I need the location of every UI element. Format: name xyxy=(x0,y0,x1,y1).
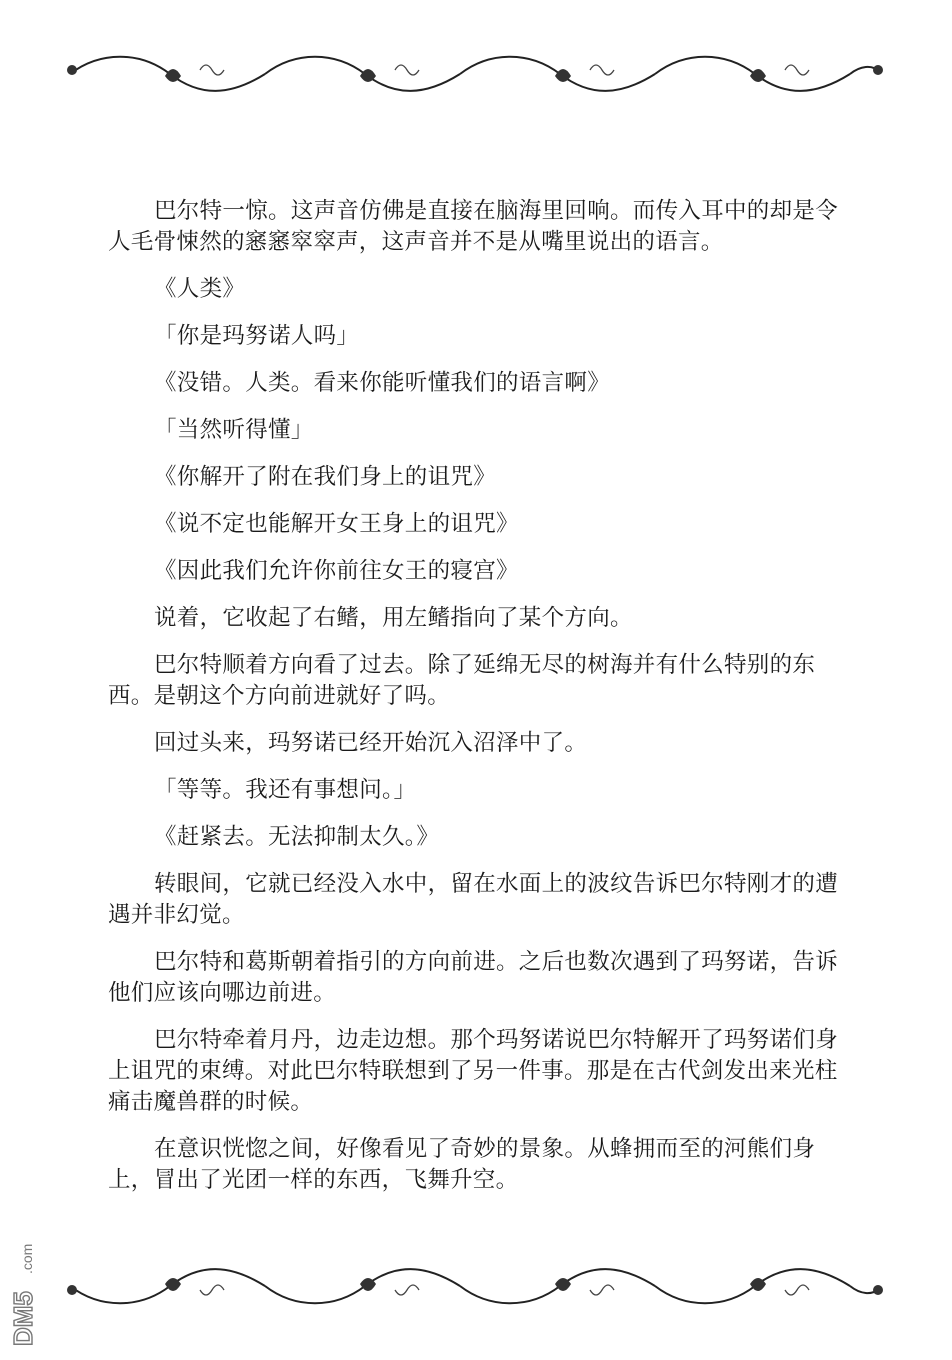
paragraph: 《人类》 xyxy=(154,276,246,302)
paragraph: 「等等。我还有事想问。」 xyxy=(154,777,417,803)
paragraph: 《赶紧去。无法抑制太久。》 xyxy=(154,824,440,850)
svg-text:.com: .com xyxy=(19,1243,35,1274)
paragraph: 《因此我们允许你前往女王的寝宫》 xyxy=(154,558,519,584)
paragraph: 转眼间，它就已经没入水中，留在水面上的波纹告诉巴尔特刚才的遭遇并非幻觉。 xyxy=(108,871,839,928)
paragraph: 巴尔特和葛斯朝着指引的方向前进。之后也数次遇到了玛努诺，告诉他们应该向哪边前进。 xyxy=(108,949,839,1006)
text-body xyxy=(108,196,848,1212)
top-ornament-border xyxy=(60,46,890,96)
bottom-ornament-border xyxy=(60,1264,890,1314)
paragraph: 巴尔特一惊。这声音仿佛是直接在脑海里回响。而传入耳中的却是令人毛骨悚然的窸窸窣窣声，这声音并不是从嘴里说出的语言。 xyxy=(108,198,839,255)
paragraph: 回过头来，玛努诺已经开始沉入沼泽中了。 xyxy=(154,730,588,756)
paragraph: 在意识恍惚之间，好像看见了奇妙的景象。从蜂拥而至的河熊们身上，冒出了光团一样的东西，飞舞升空。 xyxy=(108,1136,816,1193)
paragraph: 《说不定也能解开女王身上的诅咒》 xyxy=(154,511,519,537)
svg-text:DM5: DM5 xyxy=(8,1291,38,1346)
paragraph: 《没错。人类。看来你能听懂我们的语言啊》 xyxy=(154,370,611,396)
dm5-watermark-logo xyxy=(6,1228,40,1348)
paragraph: 说着，它收起了右鳍，用左鳍指向了某个方向。 xyxy=(154,605,633,631)
paragraph: 《你解开了附在我们身上的诅咒》 xyxy=(154,464,497,490)
paragraph: 「你是玛努诺人吗」 xyxy=(154,323,360,349)
paragraph: 巴尔特顺着方向看了过去。除了延绵无尽的树海并有什么特别的东西。是朝这个方向前进就好了吗。 xyxy=(108,652,816,709)
paragraph: 「当然听得懂」 xyxy=(154,417,314,443)
paragraph: 巴尔特牵着月丹，边走边想。那个玛努诺说巴尔特解开了玛努诺们身上诅咒的束缚。对此巴尔特联想到了另一件事。那是在古代剑发出来光柱痛击魔兽群的时候。 xyxy=(108,1027,839,1115)
